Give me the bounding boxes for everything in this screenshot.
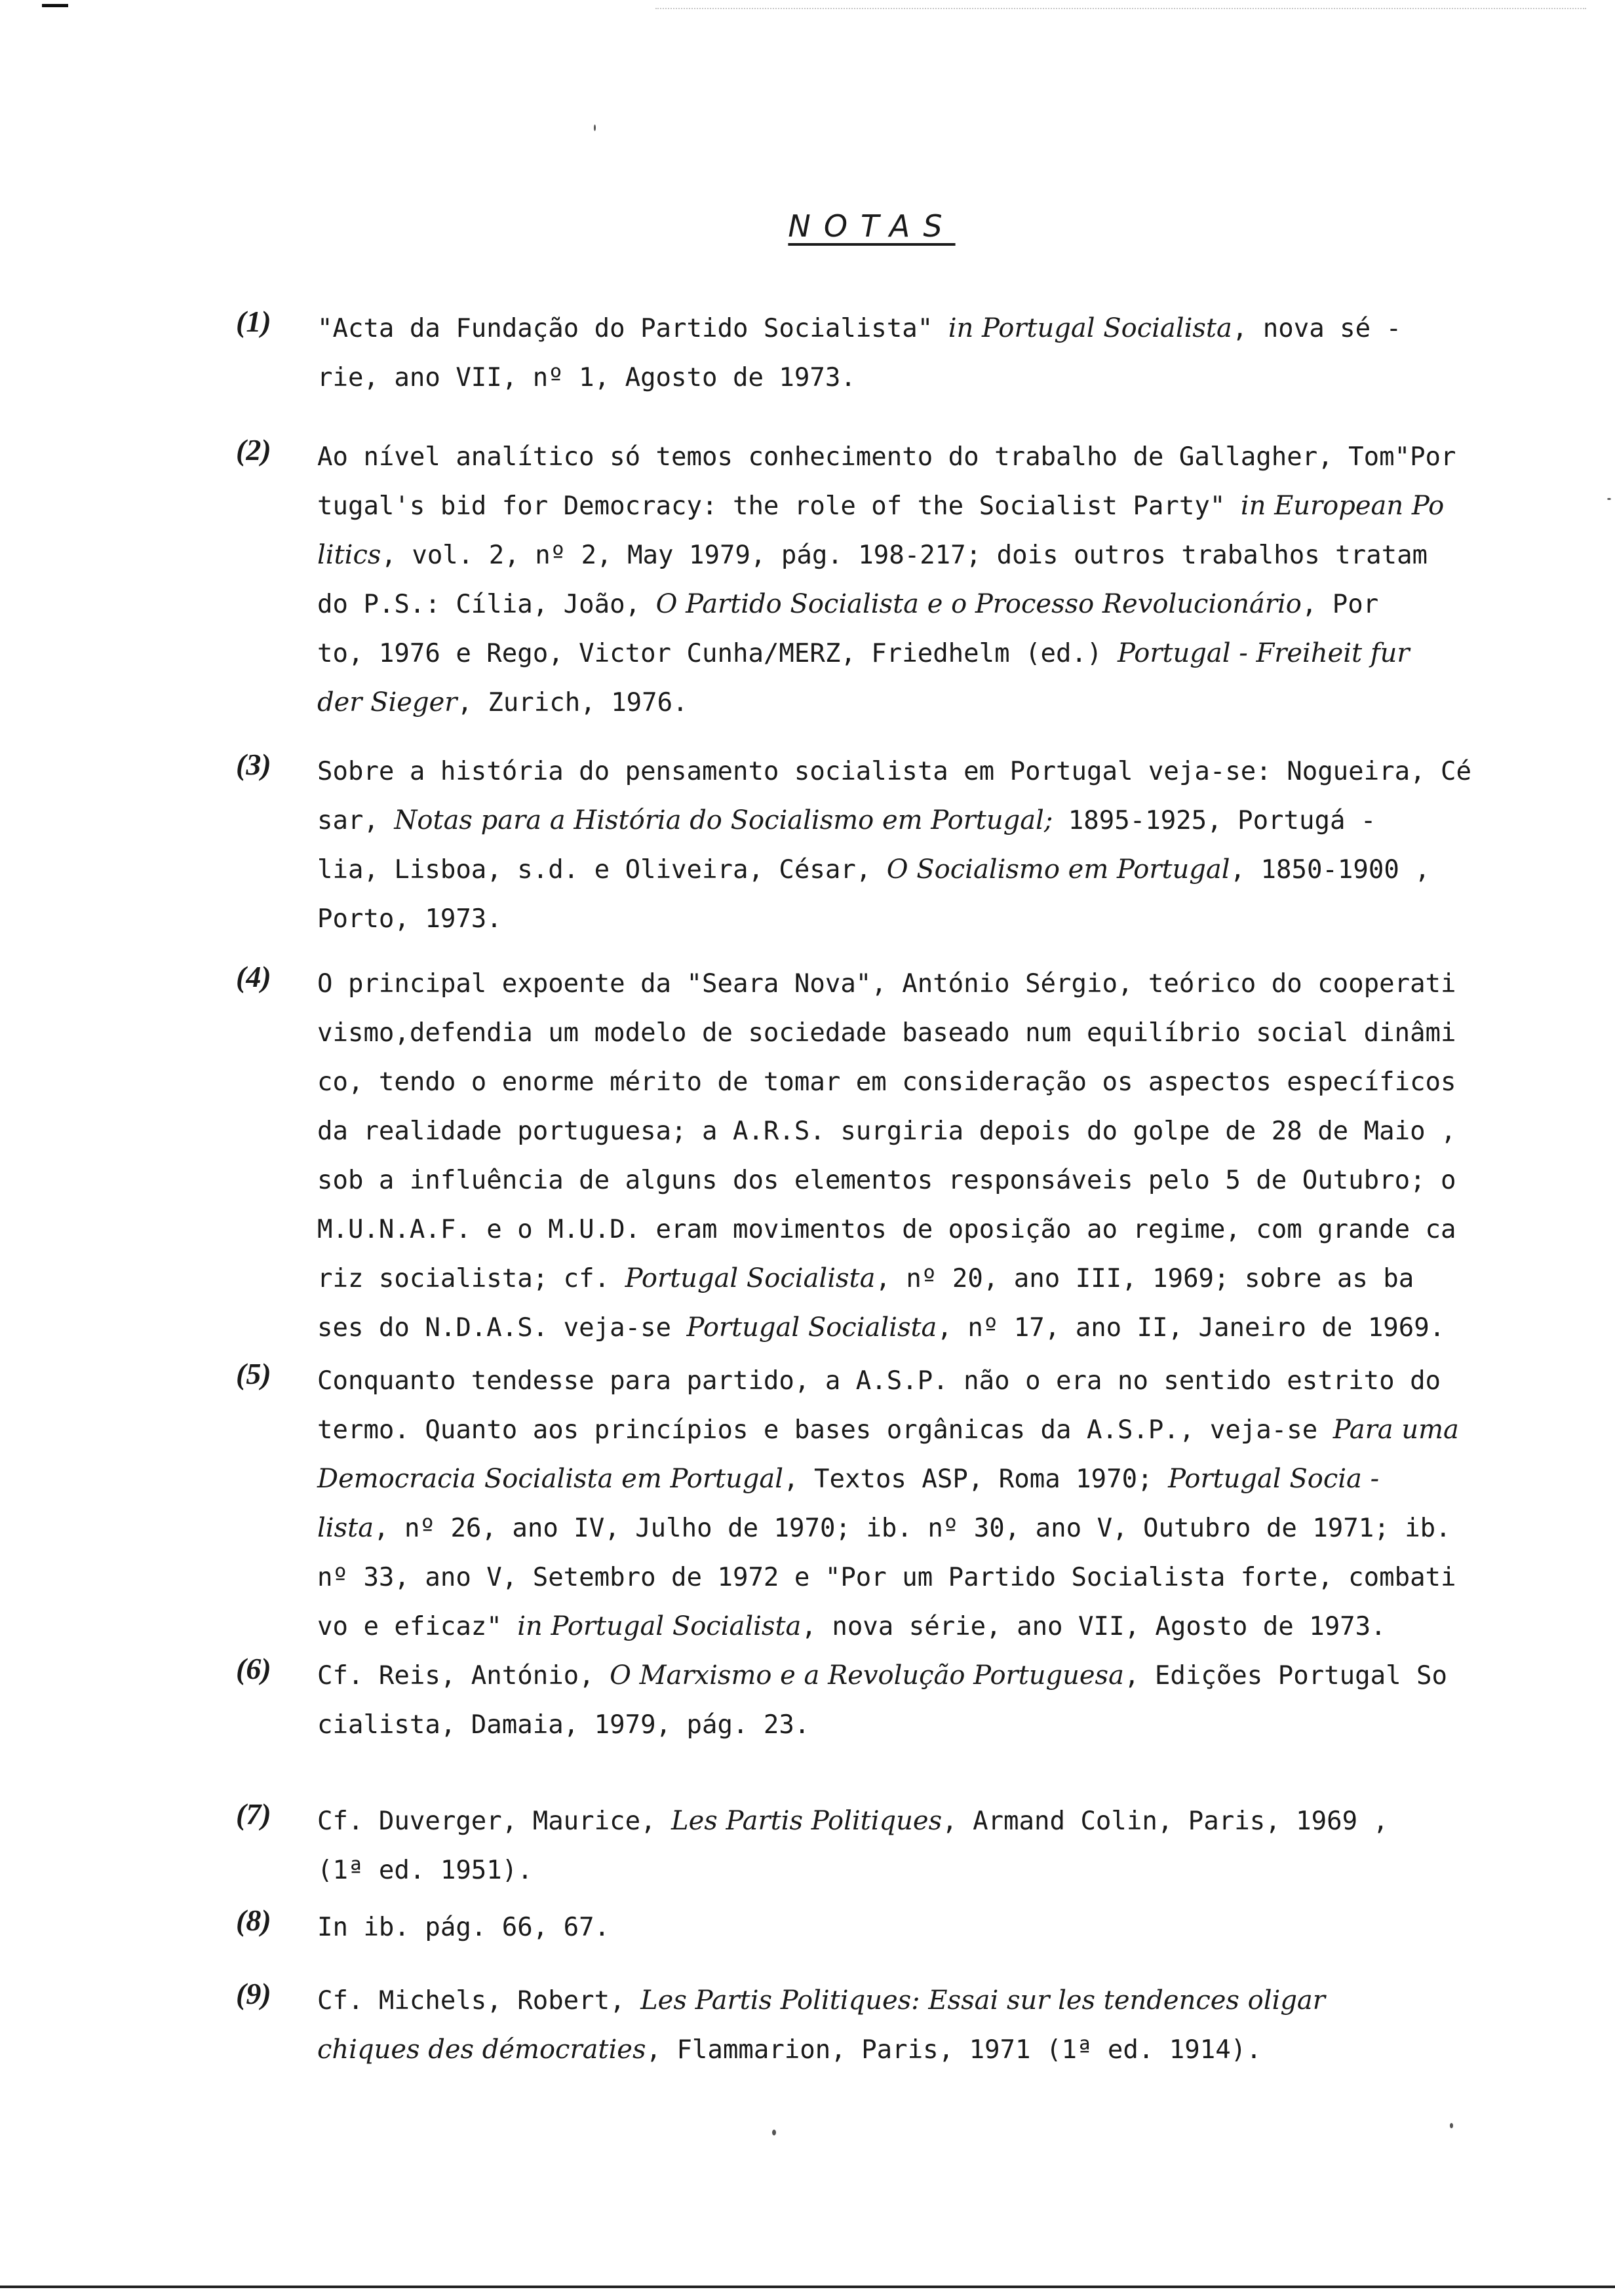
- note-text: [317, 747, 1534, 944]
- italic-citation: Portugal - Freiheit fur: [1117, 638, 1410, 668]
- italic-citation: Portugal Socialista: [625, 1263, 876, 1293]
- note-line: [317, 1602, 1534, 1651]
- note-line: [317, 1058, 1534, 1107]
- note-text: [317, 1356, 1534, 1651]
- scan-speck: [1450, 2123, 1453, 2128]
- note-line: [317, 1156, 1534, 1205]
- text-run: , nº 20, ano III, 1969; sobre as ba: [875, 1264, 1414, 1293]
- italic-citation: Notas para a História do Socialismo em Portugal;: [394, 805, 1053, 835]
- italic-citation: O Socialismo em Portugal: [886, 854, 1230, 885]
- note-text: [317, 1976, 1534, 2075]
- italic-citation: O Partido Socialista e o Processo Revolucionário: [655, 589, 1302, 619]
- text-run: , Textos ASP, Roma 1970;: [783, 1464, 1169, 1494]
- text-run: co, tendo o enorme mérito de tomar em consideração os aspectos específicos: [317, 1067, 1456, 1097]
- italic-citation: lista: [317, 1513, 374, 1543]
- scan-speck: [772, 2130, 776, 2135]
- note-number: (6): [236, 1652, 271, 1685]
- text-run: tugal's bid for Democracy: the role of the Socialist Party": [317, 491, 1241, 521]
- note-text: [317, 304, 1534, 402]
- note-line: [317, 580, 1534, 629]
- note-line: [317, 629, 1534, 678]
- note-line: [317, 959, 1534, 1008]
- italic-citation: in European Po: [1240, 491, 1445, 521]
- note-item: [236, 432, 1534, 727]
- italic-citation: Democracia Socialista em Portugal: [317, 1464, 784, 1494]
- text-run: sar,: [317, 806, 395, 835]
- italic-citation: O Marxismo e a Revolução Portuguesa: [610, 1660, 1124, 1691]
- text-run: Porto, 1973.: [317, 904, 502, 934]
- italic-citation: Portugal Socialista: [686, 1312, 937, 1343]
- note-line: [317, 1356, 1534, 1406]
- note-line: [317, 1205, 1534, 1254]
- bottom-edge-line: [0, 2286, 1615, 2288]
- text-run: M.U.N.A.F. e o M.U.D. eram movimentos de oposição ao regime, com grande ca: [317, 1215, 1456, 1244]
- text-run: Cf. Reis, António,: [317, 1661, 610, 1691]
- note-item: [236, 747, 1534, 944]
- note-line: [317, 1553, 1534, 1602]
- italic-citation: Portugal Socia -: [1168, 1464, 1380, 1494]
- italic-citation: Para uma: [1333, 1415, 1459, 1445]
- scan-artifact-line: [655, 8, 1586, 9]
- text-run: Cf. Michels, Robert,: [317, 1986, 641, 2016]
- text-run: Conquanto tendesse para partido, a A.S.P. não o era no sentido estrito do: [317, 1366, 1441, 1396]
- note-line: [317, 1976, 1534, 2025]
- note-line: [317, 1107, 1534, 1156]
- text-run: termo. Quanto aos princípios e bases orgânicas da A.S.P., veja-se: [317, 1415, 1333, 1445]
- note-line: [317, 1903, 1534, 1952]
- note-line: [317, 796, 1534, 845]
- note-number: (3): [236, 748, 271, 781]
- text-run: cialista, Damaia, 1979, pág. 23.: [317, 1710, 810, 1740]
- page-title: NOTAS: [788, 208, 956, 244]
- note-text: [317, 1797, 1534, 1895]
- text-run: nº 33, ano V, Setembro de 1972 e "Por um Partido Socialista forte, combati: [317, 1563, 1456, 1592]
- note-item: [236, 1797, 1534, 1895]
- note-line: [317, 432, 1534, 482]
- text-run: , Por: [1301, 590, 1379, 619]
- note-text: [317, 1651, 1534, 1750]
- note-line: [317, 1504, 1534, 1553]
- text-run: , Edições Portugal So: [1123, 1661, 1448, 1691]
- note-line: [317, 1700, 1534, 1750]
- note-line: [317, 1797, 1534, 1846]
- note-line: [317, 1254, 1534, 1303]
- text-run: sob a influência de alguns dos elementos responsáveis pelo 5 de Outubro; o: [317, 1166, 1456, 1195]
- text-run: , nº 26, ano IV, Julho de 1970; ib. nº 30, ano V, Outubro de 1971; ib.: [374, 1514, 1451, 1543]
- text-run: , nova série, ano VII, Agosto de 1973.: [801, 1612, 1386, 1641]
- text-run: lia, Lisboa, s.d. e Oliveira, César,: [317, 855, 887, 885]
- note-text: [317, 959, 1534, 1352]
- scan-speck: [1607, 498, 1611, 500]
- scan-mark: [42, 4, 68, 7]
- text-run: In ib. pág. 66, 67.: [317, 1913, 610, 1942]
- text-run: do P.S.: Cília, João,: [317, 590, 656, 619]
- text-run: , vol. 2, nº 2, May 1979, pág. 198-217; dois outros trabalhos tratam: [381, 541, 1428, 570]
- note-line: [317, 747, 1534, 796]
- note-line: [317, 894, 1534, 944]
- text-run: rie, ano VII, nº 1, Agosto de 1973.: [317, 363, 856, 392]
- note-item: [236, 304, 1534, 402]
- note-number: (4): [236, 960, 271, 993]
- text-run: Ao nível analítico só temos conhecimento do trabalho de Gallagher, Tom"Por: [317, 442, 1456, 472]
- note-line: [317, 353, 1534, 402]
- note-number: (9): [236, 1977, 271, 2010]
- text-run: (1ª ed. 1951).: [317, 1856, 533, 1885]
- italic-citation: in Portugal Socialista: [517, 1611, 802, 1641]
- text-run: , 1850-1900 ,: [1230, 855, 1430, 885]
- note-line: [317, 1846, 1534, 1895]
- text-run: da realidade portuguesa; a A.R.S. surgiria depois do golpe de 28 de Maio ,: [317, 1117, 1456, 1146]
- note-item: [236, 959, 1534, 1352]
- note-number: (2): [236, 433, 271, 467]
- note-item: [236, 1976, 1534, 2075]
- note-item: [236, 1651, 1534, 1750]
- text-run: , Zurich, 1976.: [457, 688, 688, 718]
- note-line: [317, 1406, 1534, 1455]
- text-run: Cf. Duverger, Maurice,: [317, 1807, 672, 1836]
- text-run: Sobre a história do pensamento socialista em Portugal veja-se: Nogueira, Cé: [317, 757, 1471, 786]
- text-run: vismo,defendia um modelo de sociedade baseado num equilíbrio social dinâmi: [317, 1018, 1456, 1048]
- italic-citation: der Sieger: [317, 687, 457, 718]
- note-text: [317, 1903, 1534, 1952]
- text-run: , Flammarion, Paris, 1971 (1ª ed. 1914).: [646, 2035, 1262, 2065]
- text-run: , Armand Colin, Paris, 1969 ,: [942, 1807, 1389, 1836]
- italic-citation: Les Partis Politiques: Essai sur les tendences oligar: [640, 1985, 1325, 2016]
- note-line: [317, 531, 1534, 580]
- note-number: (7): [236, 1797, 271, 1831]
- note-number: (8): [236, 1904, 271, 1937]
- scan-speck: [594, 124, 596, 131]
- italic-citation: litics: [317, 540, 381, 570]
- note-line: [317, 1651, 1534, 1700]
- italic-citation: chiques des démocraties: [317, 2035, 646, 2065]
- note-text: [317, 432, 1534, 727]
- note-number: (1): [236, 305, 271, 338]
- text-run: vo e eficaz": [317, 1612, 518, 1641]
- note-number: (5): [236, 1357, 271, 1390]
- note-line: [317, 1008, 1534, 1058]
- text-run: 1895-1925, Portugá -: [1053, 806, 1376, 835]
- note-item: [236, 1903, 1534, 1952]
- italic-citation: in Portugal Socialista: [948, 313, 1232, 343]
- text-run: O principal expoente da "Seara Nova", António Sérgio, teórico do cooperati: [317, 969, 1456, 999]
- note-line: [317, 2025, 1534, 2075]
- text-run: , nº 17, ano II, Janeiro de 1969.: [937, 1313, 1445, 1343]
- italic-citation: Les Partis Politiques: [671, 1806, 943, 1836]
- text-run: riz socialista; cf.: [317, 1264, 625, 1293]
- note-line: [317, 1455, 1534, 1504]
- note-line: [317, 845, 1534, 894]
- note-line: [317, 678, 1534, 727]
- note-item: [236, 1356, 1534, 1651]
- text-run: "Acta da Fundação do Partido Socialista": [317, 314, 948, 343]
- note-line: [317, 482, 1534, 531]
- note-line: [317, 304, 1534, 353]
- text-run: ses do N.D.A.S. veja-se: [317, 1313, 687, 1343]
- text-run: to, 1976 e Rego, Victor Cunha/MERZ, Friedhelm (ed.): [317, 639, 1118, 668]
- text-run: , nova sé -: [1232, 314, 1402, 343]
- note-line: [317, 1303, 1534, 1352]
